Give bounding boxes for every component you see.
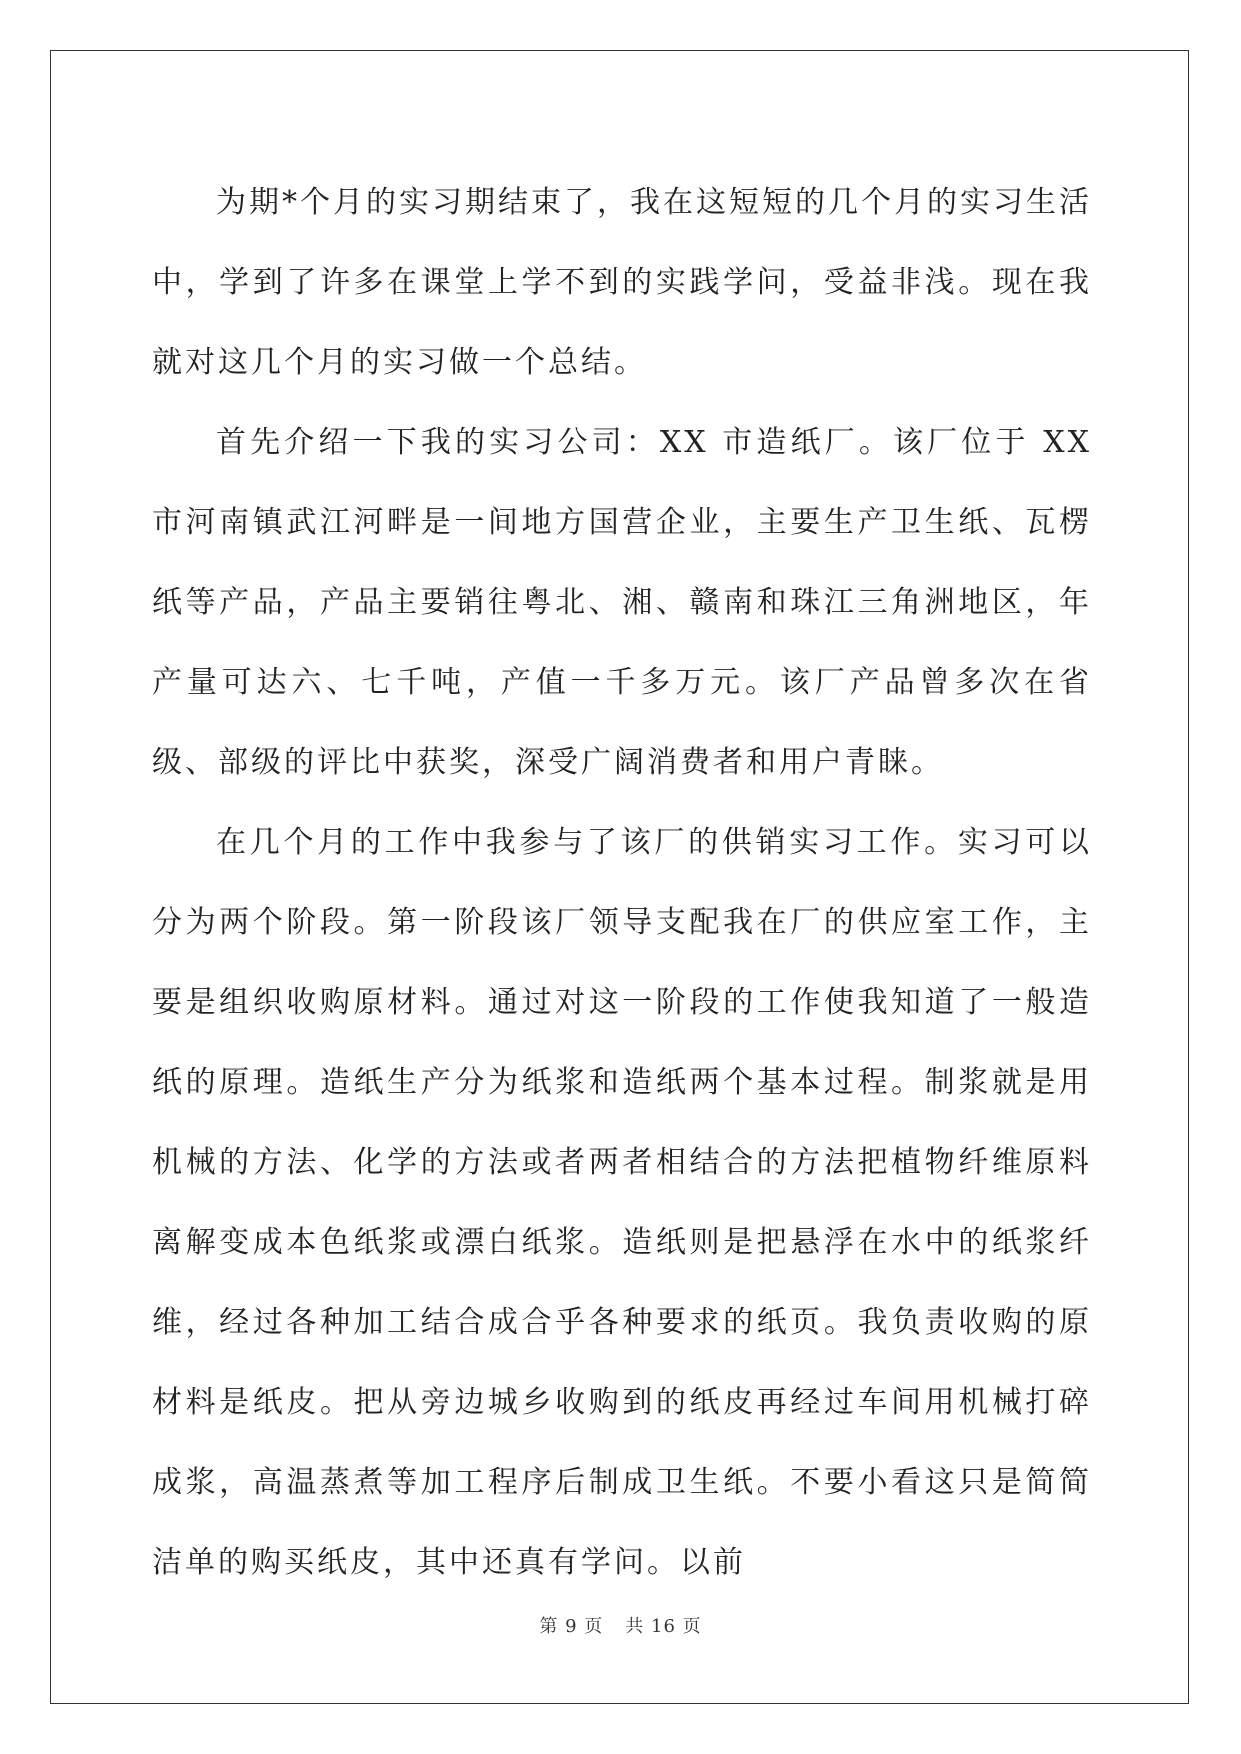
paragraph-3: 在几个月的工作中我参与了该厂的供销实习工作。实习可以分为两个阶段。第一阶段该厂领导支配我在厂的供应室工作，主要是组织收购原材料。通过对这一阶段的工作使我知道了一般造纸的原理。造纸生产分为纸浆和造纸两个基本过程。制浆就是用机械的方法、化学的方法或者两者相结合的方法把植物纤维原料离解变成本色纸浆或漂白纸浆。造纸则是把悬浮在水中的纸浆纤维，经过各种加工结合成合乎各种要求的纸页。我负责收购的原材料是纸皮。把从旁边城乡收购到的纸皮再经过车间用机械打碎成浆，高温蒸煮等加工程序后制成卫生纸。不要小看这只是简简洁单的购买纸皮，其中还真有学问。以前: [152, 825, 1092, 1580]
paragraph-2: 首先介绍一下我的实习公司：XX 市造纸厂。该厂位于 XX 市河南镇武江河畔是一间地方国营企业，主要生产卫生纸、瓦楞纸等产品，产品主要销往粤北、湘、赣南和珠江三角洲地区，年产量可达六、七千吨，产值一千多万元。该厂产品曾多次在省级、部级的评比中获奖，深受广阔消费者和用户青睐。: [152, 425, 1092, 780]
current-page-label: 第 9 页: [539, 1616, 604, 1637]
total-pages-label: 共 16 页: [625, 1616, 702, 1637]
paragraph-1: 为期*个月的实习期结束了，我在这短短的几个月的实习生活中，学到了许多在课堂上学不到的实践学问，受益非浅。现在我就对这几个月的实习做一个总结。: [152, 185, 1092, 380]
page-footer: [0, 1612, 1241, 1638]
document-body: [152, 163, 1092, 1603]
